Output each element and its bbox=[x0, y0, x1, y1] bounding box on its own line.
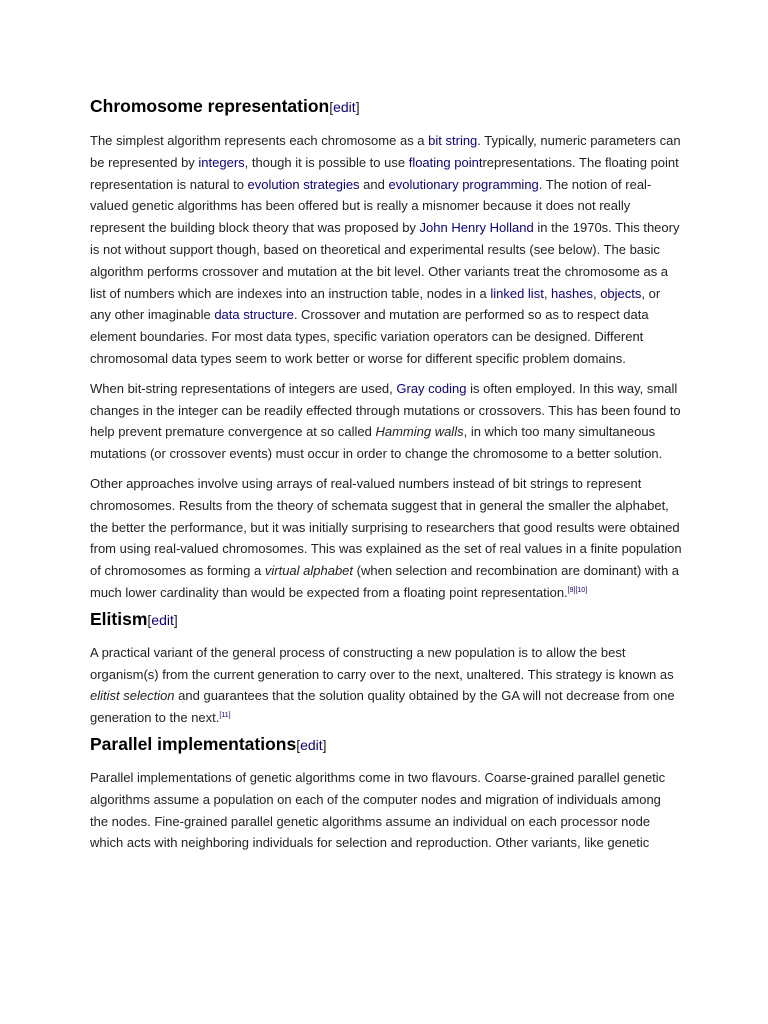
link-gray-coding[interactable]: Gray coding bbox=[396, 380, 467, 396]
edit-link[interactable]: edit bbox=[333, 99, 356, 115]
heading-title: Parallel implementations bbox=[90, 733, 297, 754]
link-data-structure[interactable]: data structure bbox=[214, 307, 294, 323]
paragraph-chromosome-2: When bit-string representations of integers are used, Gray coding is often employed. In this way, small changes in the integer can be readily effected through mutations or crossovers. This has been found to help prevent premature convergence at so called Hamming walls, in which too many simultaneous mutations (or crossover events) must occur in order to change the chromosome to a better solution. bbox=[90, 380, 681, 462]
link-john-henry-holland[interactable]: John Henry Holland bbox=[419, 220, 534, 236]
link-floating-point[interactable]: floating point bbox=[408, 154, 483, 170]
paragraph-elitism-1: A practical variant of the general process of constructing a new population is to allow the best organism(s) from the current generation to carry over to the next, unaltered. This strategy is known as elitist selection and guarantees that the solution quality obtained by the GA will not decrease from one generation to the next.[11] bbox=[90, 644, 675, 726]
heading-parallel-implementations bbox=[90, 732, 682, 757]
heading-chromosome-representation bbox=[90, 94, 682, 119]
heading-title: Chromosome representation bbox=[90, 96, 330, 116]
link-linked-list[interactable]: linked list bbox=[490, 285, 544, 301]
link-bit-string[interactable]: bit string bbox=[428, 133, 478, 148]
reference-superscript bbox=[568, 587, 587, 594]
heading-elitism bbox=[90, 607, 682, 632]
edit-link[interactable]: edit bbox=[300, 736, 323, 753]
edit-section-link: [edit] bbox=[147, 611, 178, 628]
reference-superscript bbox=[219, 712, 230, 719]
link-evolutionary-programming[interactable]: evolutionary programming bbox=[388, 176, 539, 192]
emphasis-virtual-alphabet: virtual alphabet bbox=[264, 563, 354, 579]
reference-link-9[interactable]: [9] bbox=[567, 586, 576, 594]
edit-link[interactable]: edit bbox=[151, 611, 174, 628]
emphasis-elitist-selection: elitist selection bbox=[90, 688, 175, 704]
reference-link-10[interactable]: [10] bbox=[575, 586, 588, 594]
link-hashes[interactable]: hashes bbox=[551, 285, 593, 301]
link-evolution-strategies[interactable]: evolution strategies bbox=[247, 176, 360, 192]
edit-section-link: [edit] bbox=[296, 736, 327, 753]
link-objects[interactable]: objects bbox=[600, 285, 642, 301]
link-integers[interactable]: integers bbox=[198, 154, 245, 170]
paragraph-chromosome-1: The simplest algorithm represents each chromosome as a bit string. Typically, numeric parameters can be represented by integers, though it is possible to use floating pointrepresentations. The floating point representation is natural to evolution strategies and evolutionary programming. The notion of real-valued genetic algorithms has been offered but is really a misnomer because it does not really represent the building block theory that was proposed by John Henry Holland in the 1970s. This theory is not without support though, based on theoretical and experimental results (see below). The basic algorithm performs crossover and mutation at the bit level. Other variants treat the chromosome as a list of numbers which are indexes into an instruction table, nodes in a linked list, hashes, objects, or any other imaginable data structure. Crossover and mutation are performed so as to respect data element boundaries. For most data types, specific variation operators can be designed. Different chromosomal data types seem to work better or worse for different specific problem domains. bbox=[90, 133, 681, 366]
reference-link-11[interactable]: [11] bbox=[219, 712, 231, 720]
heading-title: Elitism bbox=[90, 608, 148, 629]
paragraph-parallel-1: Parallel implementations of genetic algorithms come in two flavours. Coarse-grained parallel genetic algorithms assume a population on each of the computer nodes and migration of individuals among the nodes. Fine-grained parallel genetic algorithms assume an individual on each processor node which acts with neighboring individuals for selection and reproduction. Other variants, like genetic bbox=[90, 769, 666, 851]
paragraph-chromosome-3: Other approaches involve using arrays of real-valued numbers instead of bit strings to represent chromosomes. Results from the theory of schemata suggest that in general the smaller the alphabet, the better the performance, but it was initially surprising to researchers that good results were obtained from using real-valued chromosomes. This was explained as the set of real values in a finite population of chromosomes as forming a virtual alphabet (when selection and recombination are dominant) with a much lower cardinality than would be expected from a floating point representation.[9][10] bbox=[90, 475, 682, 600]
article-body bbox=[90, 94, 682, 854]
edit-section-link: [edit] bbox=[329, 99, 360, 115]
emphasis-hamming-walls: Hamming walls bbox=[375, 424, 464, 440]
